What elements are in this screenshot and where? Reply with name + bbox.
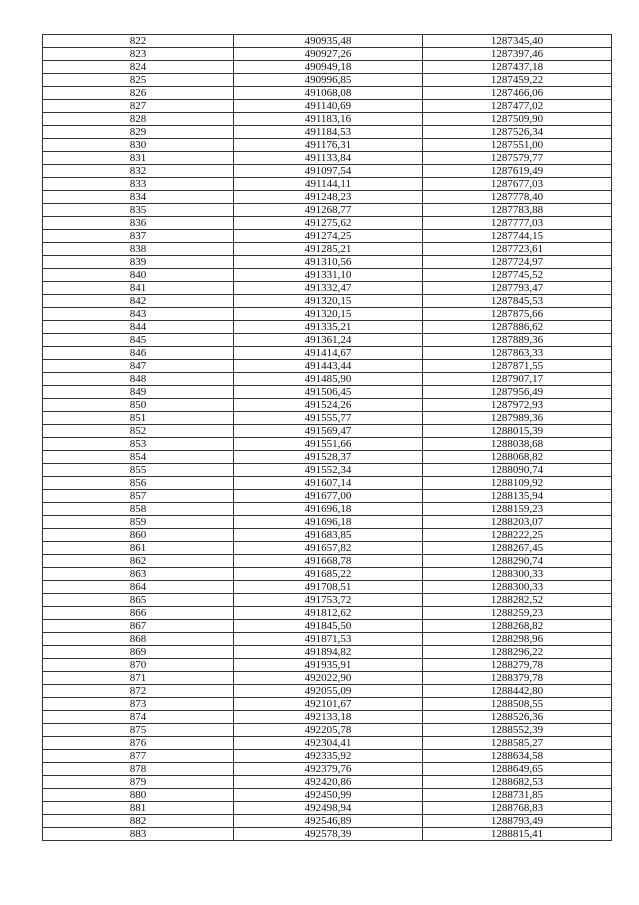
- point-number-cell: 834: [43, 191, 234, 204]
- table-row: [43, 113, 612, 126]
- y-coordinate-cell: 1288135,94: [423, 490, 612, 503]
- y-coordinate-cell: 1288649,65: [423, 763, 612, 776]
- table-row: [43, 360, 612, 373]
- x-coordinate-cell: 492133,18: [234, 711, 423, 724]
- point-number-cell: 879: [43, 776, 234, 789]
- table-row: [43, 35, 612, 48]
- point-number-cell: 874: [43, 711, 234, 724]
- y-coordinate-cell: 1287972,93: [423, 399, 612, 412]
- x-coordinate-cell: 492379,76: [234, 763, 423, 776]
- point-number-cell: 838: [43, 243, 234, 256]
- y-coordinate-cell: 1287619,49: [423, 165, 612, 178]
- point-number-cell: 872: [43, 685, 234, 698]
- y-coordinate-cell: 1287397,46: [423, 48, 612, 61]
- point-number-cell: 823: [43, 48, 234, 61]
- x-coordinate-cell: 491569,47: [234, 425, 423, 438]
- x-coordinate-cell: 491335,21: [234, 321, 423, 334]
- coordinate-table: [42, 34, 612, 841]
- point-number-cell: 851: [43, 412, 234, 425]
- y-coordinate-cell: 1287744,15: [423, 230, 612, 243]
- table-row: [43, 477, 612, 490]
- coordinate-table-body: [43, 35, 612, 841]
- y-coordinate-cell: 1287509,90: [423, 113, 612, 126]
- table-row: [43, 282, 612, 295]
- x-coordinate-cell: 490935,48: [234, 35, 423, 48]
- x-coordinate-cell: 491443,44: [234, 360, 423, 373]
- table-row: [43, 438, 612, 451]
- x-coordinate-cell: 491845,50: [234, 620, 423, 633]
- table-row: [43, 126, 612, 139]
- x-coordinate-cell: 491133,84: [234, 152, 423, 165]
- x-coordinate-cell: 491248,23: [234, 191, 423, 204]
- x-coordinate-cell: 491320,15: [234, 308, 423, 321]
- y-coordinate-cell: 1288259,23: [423, 607, 612, 620]
- table-row: [43, 828, 612, 841]
- table-row: [43, 464, 612, 477]
- y-coordinate-cell: 1287551,00: [423, 139, 612, 152]
- table-row: [43, 750, 612, 763]
- x-coordinate-cell: 491528,37: [234, 451, 423, 464]
- table-row: [43, 724, 612, 737]
- x-coordinate-cell: 491607,14: [234, 477, 423, 490]
- point-number-cell: 855: [43, 464, 234, 477]
- x-coordinate-cell: 491485,90: [234, 373, 423, 386]
- point-number-cell: 860: [43, 529, 234, 542]
- point-number-cell: 827: [43, 100, 234, 113]
- table-row: [43, 191, 612, 204]
- point-number-cell: 826: [43, 87, 234, 100]
- x-coordinate-cell: 491708,51: [234, 581, 423, 594]
- y-coordinate-cell: 1287466,06: [423, 87, 612, 100]
- table-row: [43, 789, 612, 802]
- point-number-cell: 876: [43, 737, 234, 750]
- y-coordinate-cell: 1288015,39: [423, 425, 612, 438]
- table-row: [43, 529, 612, 542]
- y-coordinate-cell: 1288267,45: [423, 542, 612, 555]
- x-coordinate-cell: 492450,99: [234, 789, 423, 802]
- point-number-cell: 833: [43, 178, 234, 191]
- x-coordinate-cell: 491140,69: [234, 100, 423, 113]
- y-coordinate-cell: 1288268,82: [423, 620, 612, 633]
- point-number-cell: 828: [43, 113, 234, 126]
- x-coordinate-cell: 492335,92: [234, 750, 423, 763]
- y-coordinate-cell: 1288682,53: [423, 776, 612, 789]
- point-number-cell: 853: [43, 438, 234, 451]
- y-coordinate-cell: 1287677,03: [423, 178, 612, 191]
- y-coordinate-cell: 1287477,02: [423, 100, 612, 113]
- point-number-cell: 848: [43, 373, 234, 386]
- y-coordinate-cell: 1288109,92: [423, 477, 612, 490]
- y-coordinate-cell: 1288203,07: [423, 516, 612, 529]
- point-number-cell: 871: [43, 672, 234, 685]
- point-number-cell: 881: [43, 802, 234, 815]
- x-coordinate-cell: 491753,72: [234, 594, 423, 607]
- point-number-cell: 857: [43, 490, 234, 503]
- y-coordinate-cell: 1288068,82: [423, 451, 612, 464]
- y-coordinate-cell: 1288815,41: [423, 828, 612, 841]
- x-coordinate-cell: 491551,66: [234, 438, 423, 451]
- table-row: [43, 334, 612, 347]
- table-row: [43, 204, 612, 217]
- y-coordinate-cell: 1288296,22: [423, 646, 612, 659]
- table-row: [43, 737, 612, 750]
- y-coordinate-cell: 1287345,40: [423, 35, 612, 48]
- table-row: [43, 620, 612, 633]
- y-coordinate-cell: 1287875,66: [423, 308, 612, 321]
- y-coordinate-cell: 1288731,85: [423, 789, 612, 802]
- x-coordinate-cell: 491935,91: [234, 659, 423, 672]
- table-row: [43, 399, 612, 412]
- y-coordinate-cell: 1287526,34: [423, 126, 612, 139]
- y-coordinate-cell: 1288090,74: [423, 464, 612, 477]
- y-coordinate-cell: 1287459,22: [423, 74, 612, 87]
- table-row: [43, 230, 612, 243]
- y-coordinate-cell: 1287745,52: [423, 269, 612, 282]
- x-coordinate-cell: 491685,22: [234, 568, 423, 581]
- y-coordinate-cell: 1288442,80: [423, 685, 612, 698]
- table-row: [43, 516, 612, 529]
- y-coordinate-cell: 1287956,49: [423, 386, 612, 399]
- y-coordinate-cell: 1288282,52: [423, 594, 612, 607]
- table-row: [43, 178, 612, 191]
- point-number-cell: 864: [43, 581, 234, 594]
- point-number-cell: 825: [43, 74, 234, 87]
- x-coordinate-cell: 491552,34: [234, 464, 423, 477]
- point-number-cell: 822: [43, 35, 234, 48]
- point-number-cell: 868: [43, 633, 234, 646]
- table-row: [43, 425, 612, 438]
- y-coordinate-cell: 1288508,55: [423, 698, 612, 711]
- table-row: [43, 308, 612, 321]
- y-coordinate-cell: 1288159,23: [423, 503, 612, 516]
- point-number-cell: 865: [43, 594, 234, 607]
- x-coordinate-cell: 492101,67: [234, 698, 423, 711]
- y-coordinate-cell: 1288379,78: [423, 672, 612, 685]
- y-coordinate-cell: 1287579,77: [423, 152, 612, 165]
- x-coordinate-cell: 490996,85: [234, 74, 423, 87]
- x-coordinate-cell: 492304,41: [234, 737, 423, 750]
- table-row: [43, 581, 612, 594]
- table-row: [43, 776, 612, 789]
- y-coordinate-cell: 1288300,33: [423, 568, 612, 581]
- table-row: [43, 256, 612, 269]
- point-number-cell: 835: [43, 204, 234, 217]
- point-number-cell: 831: [43, 152, 234, 165]
- table-row: [43, 48, 612, 61]
- table-row: [43, 152, 612, 165]
- table-row: [43, 243, 612, 256]
- table-row: [43, 451, 612, 464]
- y-coordinate-cell: 1288552,39: [423, 724, 612, 737]
- y-coordinate-cell: 1287777,03: [423, 217, 612, 230]
- x-coordinate-cell: 491176,31: [234, 139, 423, 152]
- y-coordinate-cell: 1288526,36: [423, 711, 612, 724]
- x-coordinate-cell: 491696,18: [234, 503, 423, 516]
- point-number-cell: 862: [43, 555, 234, 568]
- table-row: [43, 542, 612, 555]
- x-coordinate-cell: 491310,56: [234, 256, 423, 269]
- x-coordinate-cell: 491668,78: [234, 555, 423, 568]
- point-number-cell: 843: [43, 308, 234, 321]
- x-coordinate-cell: 491332,47: [234, 282, 423, 295]
- table-row: [43, 217, 612, 230]
- y-coordinate-cell: 1287845,53: [423, 295, 612, 308]
- point-number-cell: 870: [43, 659, 234, 672]
- point-number-cell: 852: [43, 425, 234, 438]
- x-coordinate-cell: 491274,25: [234, 230, 423, 243]
- x-coordinate-cell: 491871,53: [234, 633, 423, 646]
- table-row: [43, 633, 612, 646]
- table-row: [43, 672, 612, 685]
- y-coordinate-cell: 1288222,25: [423, 529, 612, 542]
- point-number-cell: 842: [43, 295, 234, 308]
- y-coordinate-cell: 1288038,68: [423, 438, 612, 451]
- point-number-cell: 858: [43, 503, 234, 516]
- point-number-cell: 845: [43, 334, 234, 347]
- table-row: [43, 711, 612, 724]
- x-coordinate-cell: 491331,10: [234, 269, 423, 282]
- point-number-cell: 861: [43, 542, 234, 555]
- table-row: [43, 646, 612, 659]
- point-number-cell: 846: [43, 347, 234, 360]
- y-coordinate-cell: 1287871,55: [423, 360, 612, 373]
- point-number-cell: 880: [43, 789, 234, 802]
- y-coordinate-cell: 1288634,58: [423, 750, 612, 763]
- y-coordinate-cell: 1288300,33: [423, 581, 612, 594]
- x-coordinate-cell: 491183,16: [234, 113, 423, 126]
- table-row: [43, 607, 612, 620]
- point-number-cell: 836: [43, 217, 234, 230]
- x-coordinate-cell: 491677,00: [234, 490, 423, 503]
- table-row: [43, 503, 612, 516]
- point-number-cell: 882: [43, 815, 234, 828]
- table-row: [43, 100, 612, 113]
- y-coordinate-cell: 1287889,36: [423, 334, 612, 347]
- y-coordinate-cell: 1288298,96: [423, 633, 612, 646]
- x-coordinate-cell: 491285,21: [234, 243, 423, 256]
- point-number-cell: 847: [43, 360, 234, 373]
- table-row: [43, 139, 612, 152]
- x-coordinate-cell: 491097,54: [234, 165, 423, 178]
- table-row: [43, 490, 612, 503]
- table-row: [43, 61, 612, 74]
- table-row: [43, 321, 612, 334]
- table-row: [43, 412, 612, 425]
- x-coordinate-cell: 492420,86: [234, 776, 423, 789]
- point-number-cell: 867: [43, 620, 234, 633]
- x-coordinate-cell: 491506,45: [234, 386, 423, 399]
- table-row: [43, 698, 612, 711]
- point-number-cell: 854: [43, 451, 234, 464]
- table-row: [43, 659, 612, 672]
- x-coordinate-cell: 490949,18: [234, 61, 423, 74]
- point-number-cell: 873: [43, 698, 234, 711]
- x-coordinate-cell: 491894,82: [234, 646, 423, 659]
- x-coordinate-cell: 491657,82: [234, 542, 423, 555]
- x-coordinate-cell: 491268,77: [234, 204, 423, 217]
- point-number-cell: 839: [43, 256, 234, 269]
- y-coordinate-cell: 1288290,74: [423, 555, 612, 568]
- point-number-cell: 837: [43, 230, 234, 243]
- x-coordinate-cell: 491414,67: [234, 347, 423, 360]
- table-row: [43, 685, 612, 698]
- point-number-cell: 883: [43, 828, 234, 841]
- y-coordinate-cell: 1288768,83: [423, 802, 612, 815]
- table-row: [43, 555, 612, 568]
- point-number-cell: 863: [43, 568, 234, 581]
- point-number-cell: 830: [43, 139, 234, 152]
- table-row: [43, 165, 612, 178]
- table-row: [43, 594, 612, 607]
- y-coordinate-cell: 1287886,62: [423, 321, 612, 334]
- x-coordinate-cell: 491184,53: [234, 126, 423, 139]
- x-coordinate-cell: 492055,09: [234, 685, 423, 698]
- table-row: [43, 568, 612, 581]
- point-number-cell: 869: [43, 646, 234, 659]
- table-row: [43, 763, 612, 776]
- point-number-cell: 844: [43, 321, 234, 334]
- x-coordinate-cell: 491068,08: [234, 87, 423, 100]
- x-coordinate-cell: 491696,18: [234, 516, 423, 529]
- y-coordinate-cell: 1287783,88: [423, 204, 612, 217]
- x-coordinate-cell: 491275,62: [234, 217, 423, 230]
- x-coordinate-cell: 492546,89: [234, 815, 423, 828]
- table-row: [43, 373, 612, 386]
- point-number-cell: 856: [43, 477, 234, 490]
- y-coordinate-cell: 1287723,61: [423, 243, 612, 256]
- point-number-cell: 878: [43, 763, 234, 776]
- table-row: [43, 269, 612, 282]
- table-row: [43, 802, 612, 815]
- y-coordinate-cell: 1287989,36: [423, 412, 612, 425]
- y-coordinate-cell: 1287724,97: [423, 256, 612, 269]
- y-coordinate-cell: 1288279,78: [423, 659, 612, 672]
- y-coordinate-cell: 1288793,49: [423, 815, 612, 828]
- point-number-cell: 859: [43, 516, 234, 529]
- table-row: [43, 74, 612, 87]
- table-row: [43, 386, 612, 399]
- point-number-cell: 829: [43, 126, 234, 139]
- point-number-cell: 877: [43, 750, 234, 763]
- table-row: [43, 87, 612, 100]
- x-coordinate-cell: 491320,15: [234, 295, 423, 308]
- point-number-cell: 850: [43, 399, 234, 412]
- point-number-cell: 875: [43, 724, 234, 737]
- x-coordinate-cell: 492498,94: [234, 802, 423, 815]
- y-coordinate-cell: 1287778,40: [423, 191, 612, 204]
- x-coordinate-cell: 491361,24: [234, 334, 423, 347]
- table-row: [43, 815, 612, 828]
- x-coordinate-cell: 492578,39: [234, 828, 423, 841]
- y-coordinate-cell: 1287793,47: [423, 282, 612, 295]
- y-coordinate-cell: 1288585,27: [423, 737, 612, 750]
- x-coordinate-cell: 492022,90: [234, 672, 423, 685]
- y-coordinate-cell: 1287907,17: [423, 373, 612, 386]
- point-number-cell: 841: [43, 282, 234, 295]
- y-coordinate-cell: 1287863,33: [423, 347, 612, 360]
- x-coordinate-cell: 490927,26: [234, 48, 423, 61]
- x-coordinate-cell: 491683,85: [234, 529, 423, 542]
- point-number-cell: 840: [43, 269, 234, 282]
- x-coordinate-cell: 491555,77: [234, 412, 423, 425]
- table-row: [43, 295, 612, 308]
- point-number-cell: 866: [43, 607, 234, 620]
- x-coordinate-cell: 492205,78: [234, 724, 423, 737]
- x-coordinate-cell: 491144,11: [234, 178, 423, 191]
- x-coordinate-cell: 491524,26: [234, 399, 423, 412]
- y-coordinate-cell: 1287437,18: [423, 61, 612, 74]
- x-coordinate-cell: 491812,62: [234, 607, 423, 620]
- point-number-cell: 832: [43, 165, 234, 178]
- point-number-cell: 824: [43, 61, 234, 74]
- table-row: [43, 347, 612, 360]
- point-number-cell: 849: [43, 386, 234, 399]
